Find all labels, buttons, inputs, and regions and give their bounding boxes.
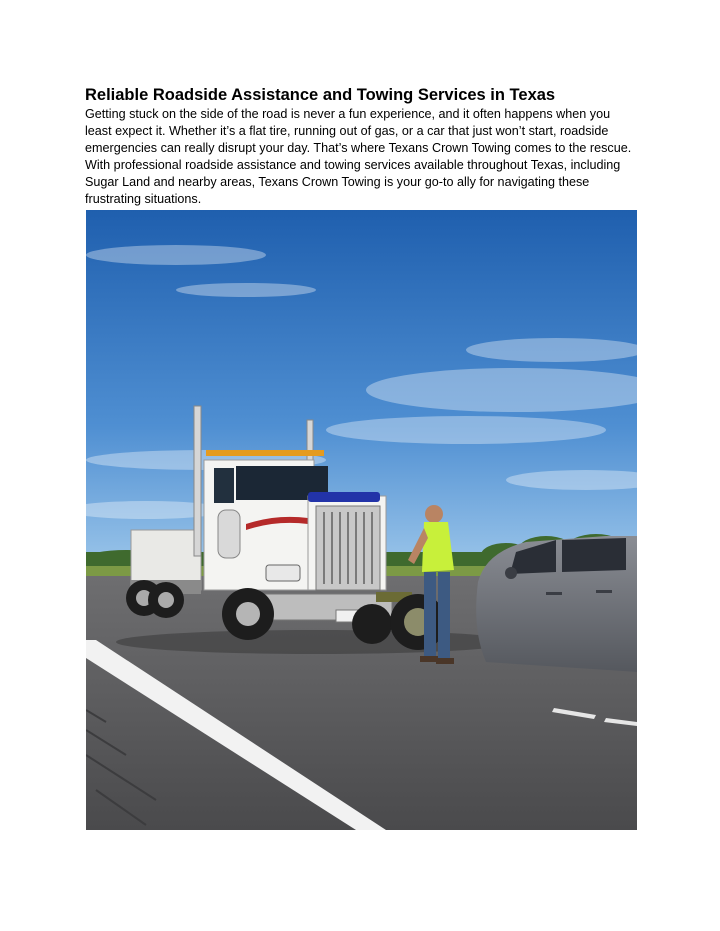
intro-paragraph: Getting stuck on the side of the road is never a fun experience, and it often happens when you least expect it. Whether it’s a flat tire, running out of gas, or a car that just won’t start, roadside emergencies can really disrupt your day. That’s where Texans Crown Towing comes to the rescue. With professional roadside assistance and towing services available throughout Texas, including Sugar Land and nearby areas, Texans Crown Towing is your go-to ally for navigating these frustrating situations. [85, 107, 632, 206]
gray-car [476, 536, 637, 672]
tow-truck-photo [86, 210, 637, 830]
tow-truck-illustration [86, 210, 637, 830]
page-title: Reliable Roadside Assistance and Towing Services in Texas [85, 86, 556, 104]
